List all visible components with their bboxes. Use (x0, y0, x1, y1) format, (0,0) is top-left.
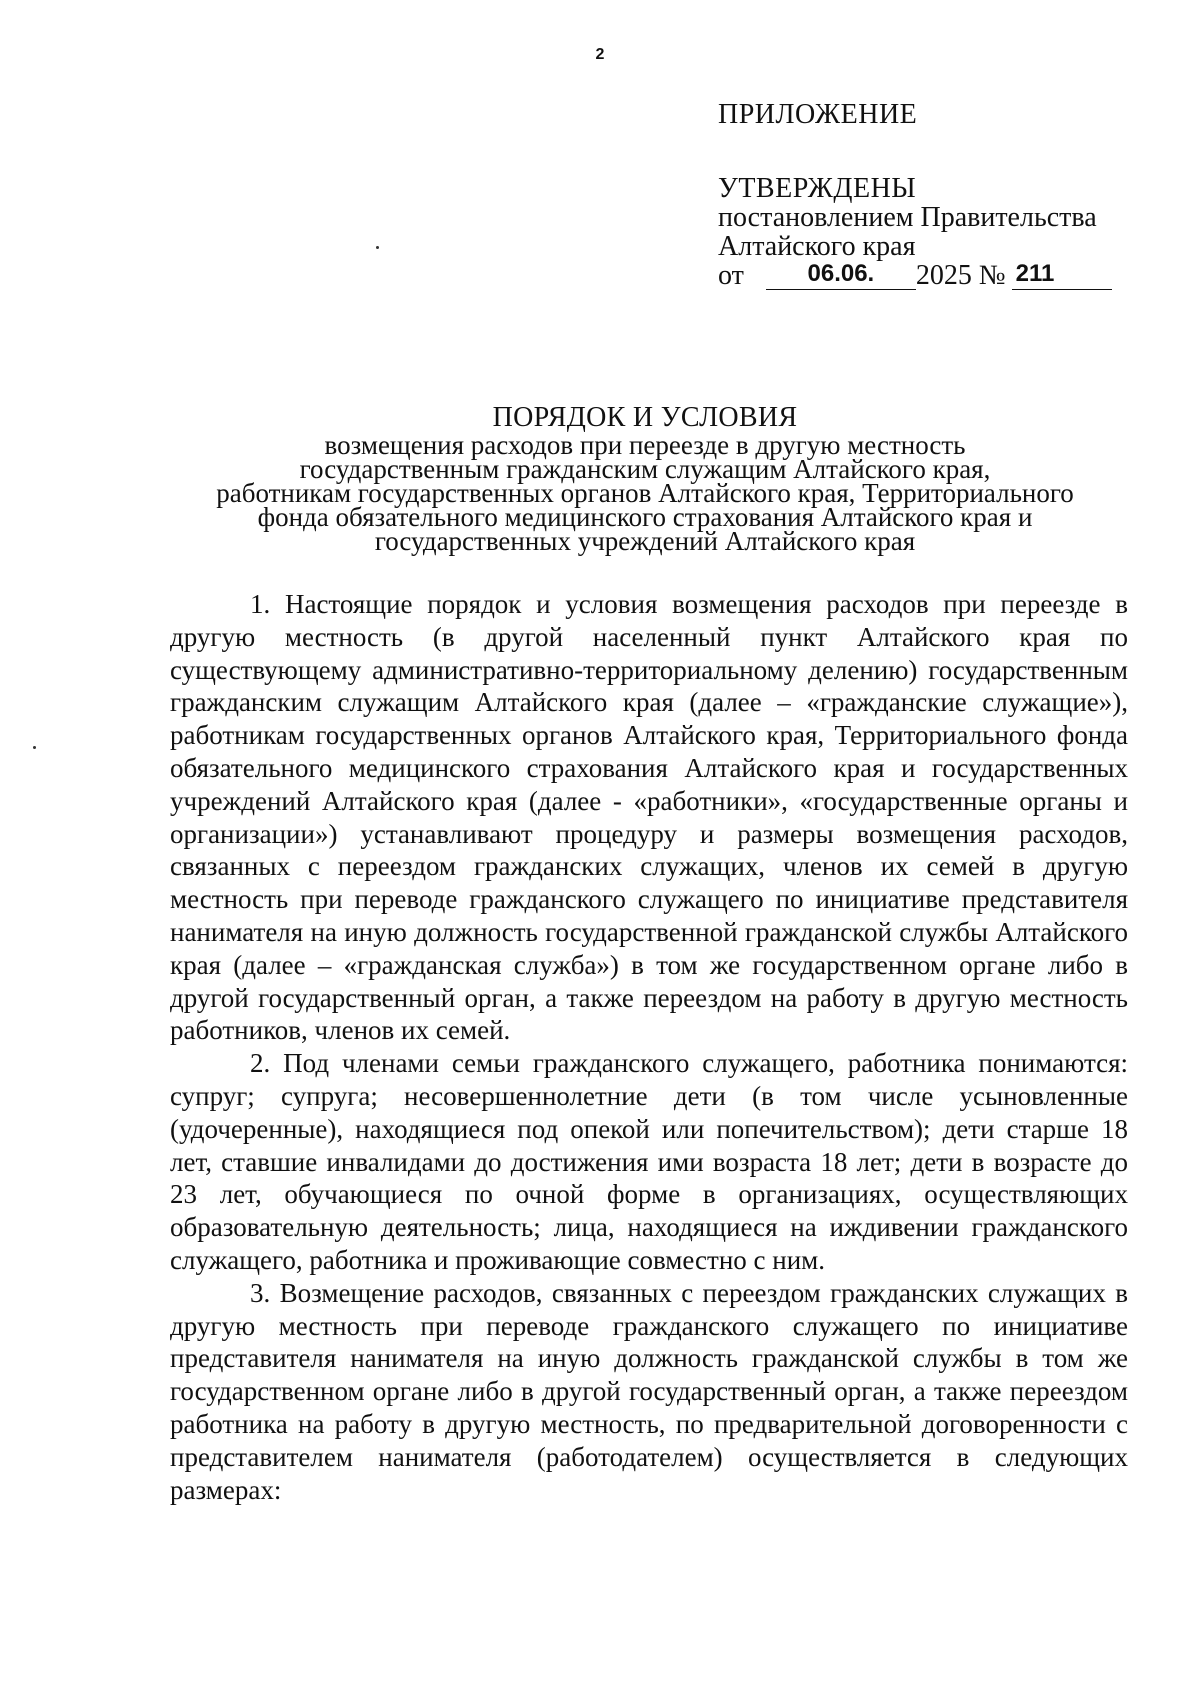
scan-speck (376, 246, 379, 249)
approval-line-1: постановлением Правительства (718, 202, 1097, 233)
subtitle-line: работникам государственных органов Алтайского края, Территориального (216, 478, 1074, 508)
scan-speck (33, 746, 36, 749)
approval-block (718, 100, 1158, 290)
year-text: 2025 № (915, 260, 1006, 291)
approval-line-2: Алтайского края (718, 231, 916, 262)
subtitle-line: возмещения расходов при переезде в другую местность (324, 430, 966, 460)
approved-label: УТВЕРЖДЕНЫ (718, 173, 917, 204)
date-field (766, 260, 916, 290)
appendix-label: ПРИЛОЖЕНИЕ (718, 99, 918, 130)
paragraph-2: 2. Под членами семьи гражданского служащего, работника понимаются: супруг; супруга; несовершеннолетние дети (в том числе усыновленные (удочеренные), находящиеся под опекой или попечительством); дети старше 18 лет, ставшие инвалидами до достижения ими возраста 18 лет; дети в возрасте до 23 лет, обучающиеся по очной форме в организациях, осуществляющих образовательную деятельность; лица, находящиеся на иждивении гражданского служащего, работника и проживающие совместно с ним. (170, 1048, 1128, 1275)
document-title: ПОРЯДОК И УСЛОВИЯ (492, 402, 798, 433)
paragraph-1: 1. Настоящие порядок и условия возмещения расходов при переезде в другую местность (в другой населенный пункт Алтайского края по существующему административно-территориальному делению) государственным гражданским служащим Алтайского края (далее – «гражданские служащие»), работникам государственных органов Алтайского края, Территориального фонда обязательного медицинского страхования Алтайского края и государственных учреждений Алтайского края (далее - «работники», «государственные органы и организации») устанавливают процедуру и размеры возмещения расходов, связанных с переездом гражданских служащих, членов их семей в другую местность при переводе гражданского служащего по инициативе представителя нанимателя на иную должность государственной гражданской службы Алтайского края (далее – «гражданская служба») в том же государственном органе либо в другой государственный орган, а также переездом на работу в другую местность работников, членов их семей. (170, 589, 1128, 1046)
date-prefix: от (718, 260, 744, 291)
subtitle-line: государственным гражданским служащим Алтайского края, (299, 454, 991, 484)
subtitle-line: фонда обязательного медицинского страхования Алтайского края и (257, 502, 1033, 532)
document-body (170, 588, 1128, 1506)
subtitle-line: государственных учреждений Алтайского края (374, 526, 916, 556)
paragraph-3: 3. Возмещение расходов, связанных с переездом гражданских служащих в другую местность при переводе гражданского служащего по инициативе представителя нанимателя на иную должность гражданской службы в том же государственном органе либо в другой государственный орган, а также переездом работника на работу в другую местность, по предварительной договоренности с представителем нанимателя (работодателем) осуществляется в следующих размерах: (170, 1277, 1128, 1505)
number-field (1012, 260, 1112, 290)
date-value: 06.06. (807, 260, 875, 287)
number-value: 211 (1015, 260, 1055, 287)
approval-date-line (718, 261, 1158, 290)
page-number: 2 (595, 46, 605, 63)
document-title-block (150, 402, 1140, 556)
